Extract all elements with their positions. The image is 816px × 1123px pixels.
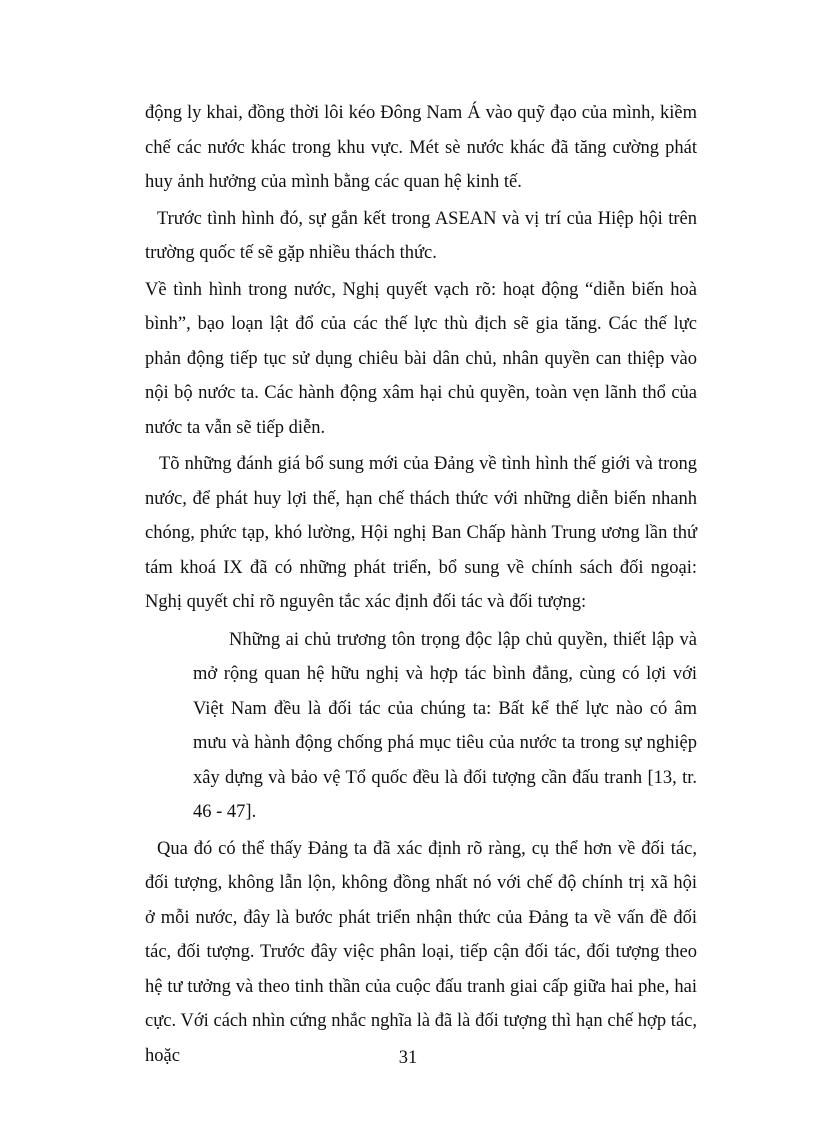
paragraph-new-assessment: Tõ những đánh giá bổ sung mới của Đảng về tình hình thế giới và trong nước, để phát huy lợi thế, hạn chế thách thức với những diễn biến nhanh chóng, phức tạp, khó lường, Hội nghị Ban Chấp hành Trung ương lần thứ tám khoá IX đã có những phát triển, bổ sung về chính sách đối ngoại: Nghị quyết chỉ rõ nguyên tắc xác định đối tác và đối tượng:: [145, 454, 697, 612]
paragraph-asean: Trước tình hình đó, sự gắn kết trong ASEAN và vị trí của Hiệp hội trên trường quốc tế sẽ gặp nhiều thách thức.: [145, 208, 697, 263]
page-body: [145, 96, 697, 1073]
paragraph-conclusion: Qua đó có thể thấy Đảng ta đã xác định rõ ràng, cụ thể hơn về đối tác, đối tượng, không lẫn lộn, không đồng nhất nó với chế độ chính trị xã hội ở mỗi nước, đây là bước phát triển nhận thức của Đảng ta về vấn đề đối tác, đối tượng. Trước đây việc phân loại, tiếp cận đối tác, đối tượng theo hệ tư tưởng và theo tinh thần của cuộc đấu tranh giai cấp giữa hai phe, hai cực. Với cách nhìn cứng nhắc nghĩa là đã là đối tượng thì hạn chế hợp tác, hoặc: [145, 838, 697, 1066]
paragraph-domestic-situation: Về tình hình trong nước, Nghị quyết vạch rõ: hoạt động “diễn biến hoà bình”, bạo loạn lật đổ của các thế lực thù địch sẽ gia tăng. Các thế lực phản động tiếp tục sử dụng chiêu bài dân chủ, nhân quyền can thiệp vào nội bộ nước ta. Các hành động xâm hại chủ quyền, toàn vẹn lãnh thổ của nước ta vẫn sẽ tiếp diễn.: [145, 279, 697, 438]
block-quote: Những ai chủ trương tôn trọng độc lập chủ quyền, thiết lập và mở rộng quan hệ hữu nghị và hợp tác bình đẳng, cùng có lợi với Việt Nam đều là đối tác của chúng ta: Bất kể thế lực nào có âm mưu và hành động chống phá mục tiêu của nước ta trong sự nghiệp xây dựng và bảo vệ Tổ quốc đều là đối tượng cần đấu tranh [13, tr. 46 - 47].: [193, 629, 697, 822]
paragraph-continuation: động ly khai, đồng thời lôi kéo Đông Nam Á vào quỹ đạo của mình, kiềm chế các nước khác trong khu vực. Mét sè nước khác đã tăng cường phát huy ảnh hưởng của mình bằng các quan hệ kinh tế.: [145, 103, 697, 192]
page-number: 31: [398, 1048, 418, 1068]
